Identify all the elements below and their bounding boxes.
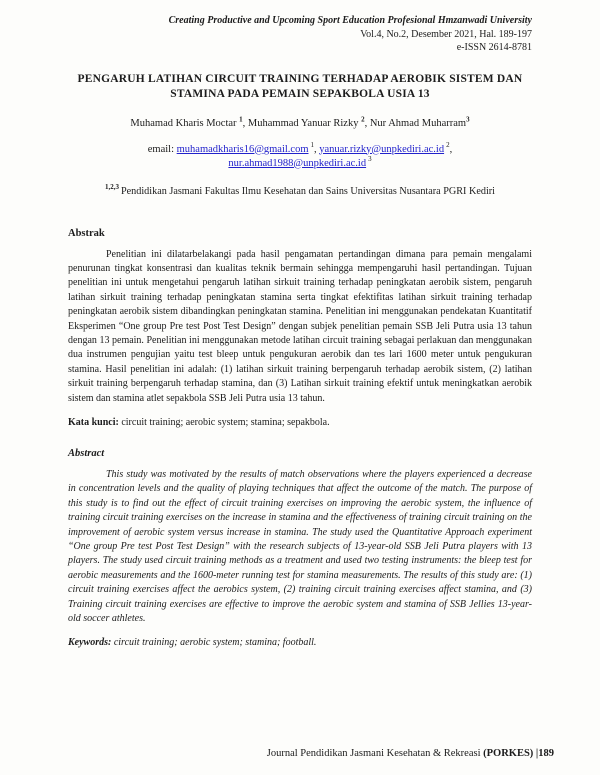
- email-label: email:: [147, 143, 177, 155]
- keywords-text: circuit training; aerobic system; stamina; football.: [111, 637, 317, 649]
- email-superscript: 2: [446, 141, 450, 149]
- issn: e-ISSN 2614-8781: [456, 42, 532, 53]
- email-block: [68, 143, 532, 171]
- email-superscript: 3: [368, 155, 372, 163]
- journal-header: [68, 14, 532, 55]
- affiliation-superscript: 1,2,3: [104, 183, 119, 192]
- email-superscript: 1: [310, 141, 314, 149]
- author-name: Nur Ahmad Muharram: [369, 117, 467, 129]
- footer-page-number: (PORKES) |189: [483, 748, 554, 759]
- author-list: [68, 117, 532, 130]
- email-link[interactable]: yanuar.rizky@unpkediri.ac.id: [319, 143, 445, 155]
- kata-kunci-line: [68, 416, 532, 430]
- email-link[interactable]: nur.ahmad1988@unpkediri.ac.id: [228, 157, 367, 169]
- keywords-line: [68, 636, 532, 650]
- kata-kunci-text: circuit training; aerobic system; stamina; sepakbola.: [118, 416, 330, 428]
- author-name: Muhammad Yanuar Rizky: [247, 117, 362, 129]
- email-line-1: [68, 143, 532, 157]
- journal-name: Creating Productive and Upcoming Sport Education Profesional Hmzanwadi University: [168, 15, 532, 26]
- author-superscript: 3: [466, 115, 470, 123]
- abstrak-heading: Abstrak: [68, 227, 105, 239]
- email-link[interactable]: muhamadkharis16@gmail.com: [176, 143, 309, 155]
- footer-text: Journal Pendidikan Jasmani Kesehatan & Rekreasi: [266, 748, 484, 759]
- email-line-2: [68, 157, 532, 171]
- affiliation: [68, 185, 532, 198]
- email-separator: ,: [314, 143, 320, 155]
- journal-footer: [267, 748, 554, 759]
- kata-kunci-label: Kata kunci:: [68, 416, 119, 428]
- abstract-en-heading: Abstract: [68, 447, 105, 459]
- author-separator: ,: [364, 117, 370, 129]
- paper-title: PENGARUH LATIHAN CIRCUIT TRAINING TERHADAP AEROBIK SISTEM DAN STAMINA PADA PEMAIN SEPAKBOLA USIA 13: [77, 72, 523, 100]
- author-name: Muhamad Kharis Moctar: [130, 117, 240, 129]
- email-separator: ,: [449, 143, 453, 155]
- abstract-en-body: This study was motivated by the results of match observations where the players experienced a decrease in concentration levels and the quality of playing techniques that affect the outcome of the match. The purpose of this study is to find out the effect of circuit training exercises on improving the aerobic system, the influence of training circuit training exercises on the increase in stamina and the effectiveness of training circuit training on the improvement of aerobic system versus increase in stamina. The study used the Quantitative Approach experiment “One group Pre test Post Test Design” with the research subjects of 13-year-old SSB Jeli Putra players with 13 players. The study used circuit training methods as a treatment and used two testing instruments: the bleep test for aerobic measurements and the 1600-meter running test for stamina measurements. The results of this study are: (1) circuit training exercises affect the aerobics system, (2) training circuit training exercises affect stamina, and (3) Training circuit training exercises are effective to improve the aerobic system and stamina of SSB Jellies 13-year-old soccer athletes.: [68, 468, 532, 625]
- abstrak-body: Penelitian ini dilatarbelakangi pada hasil pengamatan pertandingan dimana para pemain mengalami penurunan tingkat konsentrasi dan kualitas teknik bermain sehingga mempengaruhi hasil pertandingan. Tujuan penelitian ini untuk mengetahui pengaruh latihan sirkuit training terhadap peningkatan aerobik sistem, pengaruh latihan sirkuit training terhadap peningkatan stamina serta tingkat efektifitas latihan sirkuit training terhadap peningkatan aerobik sistem dibandingkan peningkatan stamina. Penelitian ini menggunakan pendekatan Kuantitatif Eksperimen “One group Pre test Post Test Design” dengan subjek penelitian pemain SSB Jeli Putra usia 13 tahun dengan 13 pemain. Penelitian ini menggunakan metode latihan circuit training sebagai perlakuan dan menggunakan dua instrumen pengujian yaitu test bleep untuk pengukuran aerobik dan tes lari 1600 meter untuk pengukuran stamina. Hasil penelitian ini adalah: (1) latihan sirkuit training berpengaruh terhadap aerobik sistem, (2) latihan sirkuit training berpengaruh terhadap stamina, dan (3) Latihan sirkuit training efektif untuk meningkatkan aerobik sistem dan stamina atlet sepakbola SSB Jeli Putra usia 13 tahun.: [68, 248, 532, 404]
- author-superscript: 1: [239, 115, 243, 123]
- affiliation-text: Pendidikan Jasmani Fakultas Ilmu Kesehatan dan Sains Universitas Nusantara PGRI Kediri: [120, 185, 496, 197]
- author-separator: ,: [242, 117, 248, 129]
- volume-info: Vol.4, No.2, Desember 2021, Hal. 189-197: [360, 28, 532, 40]
- author-superscript: 2: [361, 115, 365, 123]
- keywords-label: Keywords:: [68, 637, 112, 649]
